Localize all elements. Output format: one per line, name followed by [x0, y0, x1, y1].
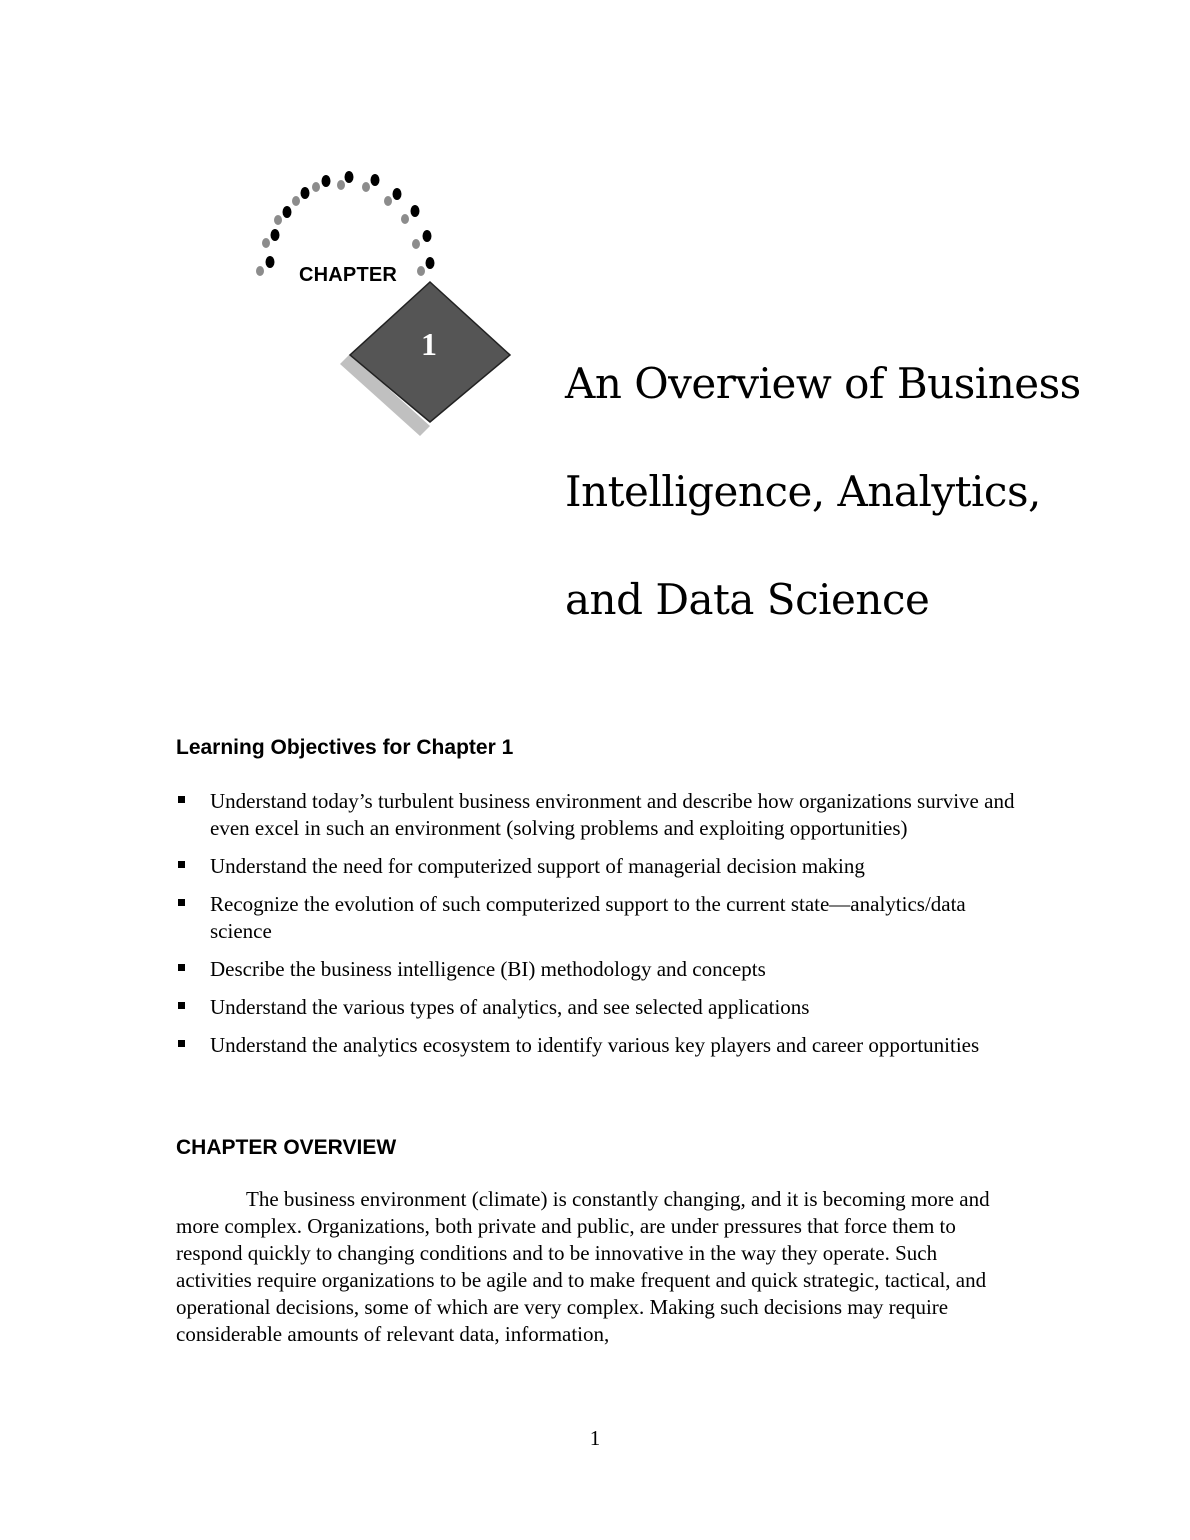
chapter-title-line: Intelligence, Analytics, — [565, 467, 1041, 516]
list-item — [176, 1032, 1016, 1059]
arc-dot — [411, 205, 420, 217]
arc-dot — [393, 188, 402, 200]
objective-text: Understand the need for computerized support of managerial decision making — [210, 854, 865, 878]
objective-text: Recognize the evolution of such computerized support to the current state—analytics/data science — [210, 892, 966, 943]
arc-dot — [271, 229, 280, 241]
chapter-title-line: An Overview of Business — [565, 359, 1081, 408]
arc-dot — [384, 196, 392, 206]
arc-dot — [337, 180, 345, 190]
arc-dot — [322, 175, 331, 187]
arc-dot — [312, 182, 320, 192]
square-bullet-icon — [178, 1040, 185, 1047]
objective-text: Describe the business intelligence (BI) methodology and concepts — [210, 957, 766, 981]
chapter-emblem — [0, 0, 520, 460]
list-item — [176, 956, 1016, 983]
chapter-label: CHAPTER — [299, 264, 398, 286]
arc-dot — [262, 238, 270, 248]
list-item — [176, 994, 1016, 1021]
arc-dot — [274, 215, 282, 225]
arc-dot — [256, 266, 264, 276]
arc-dot — [401, 214, 409, 224]
square-bullet-icon — [178, 861, 185, 868]
objective-text: Understand the various types of analytics, and see selected applications — [210, 995, 810, 1019]
square-bullet-icon — [178, 899, 185, 906]
square-bullet-icon — [178, 964, 185, 971]
objective-text: Understand the analytics ecosystem to identify various key players and career opportunities — [210, 1033, 980, 1057]
square-bullet-icon — [178, 796, 185, 803]
chapter-number: 1 — [421, 326, 437, 362]
arc-dot — [362, 182, 370, 192]
arc-dot — [426, 257, 435, 269]
arc-dot — [417, 266, 425, 276]
list-item — [176, 788, 1016, 842]
objective-text: Understand today’s turbulent business environment and describe how organizations survive and even excel in such an environment (solving problems and exploiting opportunities) — [210, 789, 1015, 840]
list-item — [176, 891, 1016, 945]
overview-heading: CHAPTER OVERVIEW — [176, 1136, 397, 1159]
chapter-title-line: and Data Science — [565, 575, 930, 624]
page-number: 1 — [589, 1426, 601, 1450]
arc-dot — [423, 230, 432, 242]
list-item — [176, 853, 1016, 880]
arc-dot — [371, 174, 380, 186]
arc-dot — [283, 206, 292, 218]
objectives-list — [176, 788, 1016, 1070]
dot-arc — [256, 171, 435, 276]
arc-dot — [412, 239, 420, 249]
arc-dot — [266, 256, 275, 268]
square-bullet-icon — [178, 1002, 185, 1009]
overview-paragraph: The business environment (climate) is constantly changing, and it is becoming more and more complex. Organizations, both private and public, are under pressures that force them to respond quickly to changing conditions and to be innovative in the way they operate. Such activities require organizations to be agile and to make frequent and quick strategic, tactical, and operational decisions, some of which are very complex. Making such decisions may require considerable amounts of relevant data, information, — [176, 1187, 990, 1346]
arc-dot — [345, 171, 354, 183]
arc-dot — [292, 196, 300, 206]
objectives-heading: Learning Objectives for Chapter 1 — [176, 736, 514, 759]
chapter-title — [565, 330, 1125, 654]
arc-dot — [301, 187, 310, 199]
